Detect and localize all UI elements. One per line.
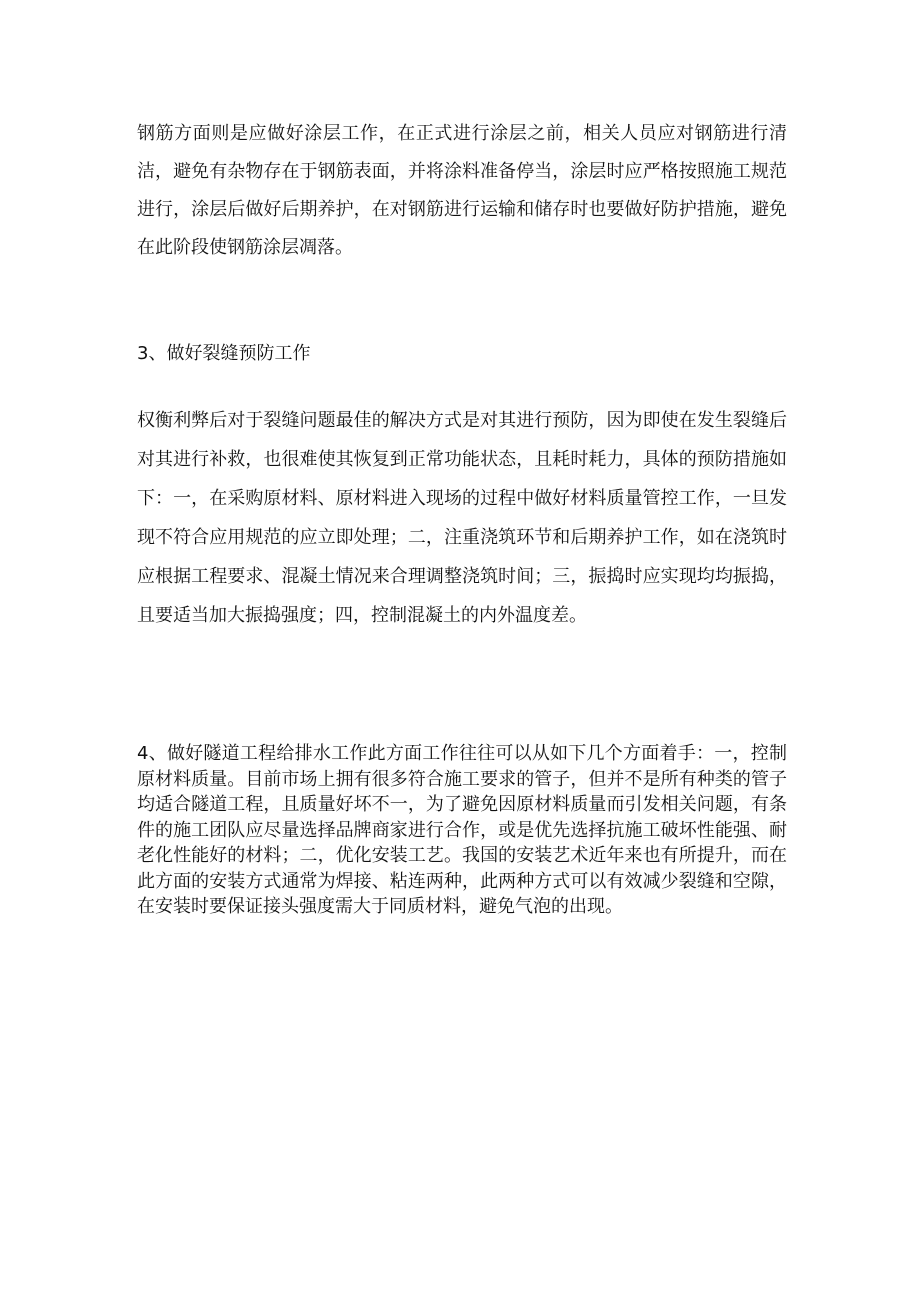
section-heading-crack-prevention: 3、做好裂缝预防工作: [137, 343, 311, 364]
paragraph-crack-prevention: 权衡利弊后对于裂缝问题最佳的解决方式是对其进行预防，因为即使在发生裂缝后对其进行补救，也很难使其恢复到正常功能状态，且耗时耗力，具体的预防措施如下：一，在采购原材料、原材料进入现场的过程中做好材料质量管控工作，一旦发现不符合应用规范的应立即处理；二，注重浇筑环节和后期养护工作，如在浇筑时应根据工程要求、混凝土情况来合理调整浇筑时间；三，振捣时应实现均均振捣，且要适当加大振捣强度；四，控制混凝土的内外温度差。: [137, 410, 787, 626]
paragraph-rebar-coating: 钢筋方面则是应做好涂层工作，在正式进行涂层之前，相关人员应对钢筋进行清洁，避免有杂物存在于钢筋表面，并将涂料准备停当，涂层时应严格按照施工规范进行，涂层后做好后期养护，在对钢筋进行运输和储存时也要做好防护措施，避免在此阶段使钢筋涂层凋落。: [137, 123, 787, 258]
paragraph-tunnel-drainage: 4、做好隧道工程给排水工作此方面工作往往可以从如下几个方面着手：一，控制原材料质量。目前市场上拥有很多符合施工要求的管子，但并不是所有种类的管子均适合隧道工程，且质量好坏不一，为了避免因原材料质量而引发相关问题，有条件的施工团队应尽量选择品牌商家进行合作，或是优先选择抗施工破坏性能强、耐老化性能好的材料；二，优化安装工艺。我国的安装艺术近年来也有所提升，而在此方面的安装方式通常为焊接、粘连两种，此两种方式可以有效减少裂缝和空隙，在安装时要保证接头强度需大于同质材料，避免气泡的出现。: [137, 743, 787, 917]
